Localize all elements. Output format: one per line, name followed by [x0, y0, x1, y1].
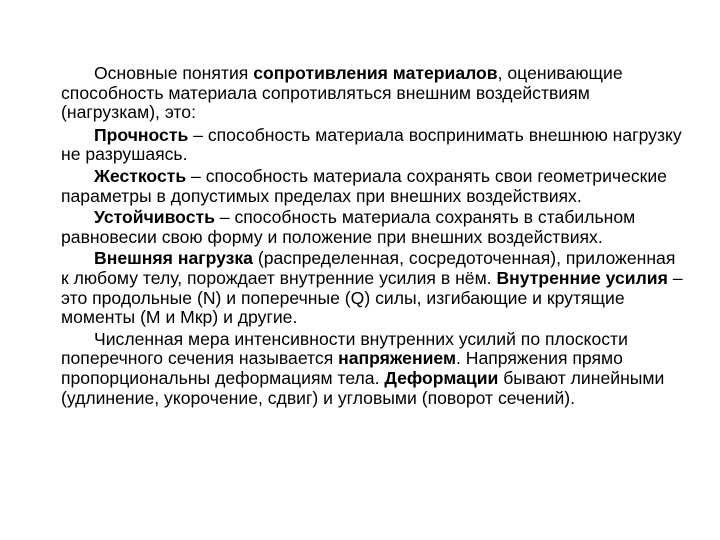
term-deformations: Деформации: [384, 367, 499, 388]
strength-definition: – способность материала воспринимать внешнюю нагрузку не разрушаясь.: [61, 124, 682, 165]
paragraph-stability: [61, 208, 683, 247]
paragraph-stress: [61, 330, 683, 408]
stress-text-3: бывают линейными (удлинение, укорочение, сдвиг) и угловыми (поворот сечений).: [61, 367, 665, 408]
paragraph-intro: [61, 64, 683, 123]
term-external-load: Внешняя нагрузка: [94, 248, 253, 269]
external-load-text: (распределенная, сосредоточенная), приложенная к любому телу, порождает внутренние усилия в нём.: [61, 248, 676, 288]
intro-text-2: , оценивающие способность материала сопротивляться внешним воздействиям (нагрузкам), это:: [61, 63, 623, 123]
internal-forces-text: – это продольные (N) и поперечные (Q) силы, изгибающие и крутящие моменты (M и Mкр) и другие.: [61, 267, 683, 328]
term-internal-forces: Внутренние усилия: [496, 267, 668, 288]
paragraph-strength: [61, 126, 683, 165]
term-stress: напряжением: [338, 348, 456, 369]
term-strength: Прочность: [94, 124, 189, 145]
paragraph-external-load: [61, 249, 683, 327]
term-stability: Устойчивость: [94, 207, 215, 228]
stability-definition: – способность материала сохранять в стабильном равновесии свою форму и положение при внешних воздействиях.: [61, 207, 636, 247]
term-stiffness: Жесткость: [94, 165, 187, 186]
term-strength-of-materials: сопротивления материалов: [253, 63, 498, 83]
stress-text-1: Численная мера интенсивности внутренних усилий по плоскости поперечного сечения называется: [61, 328, 628, 369]
text-body: [61, 64, 683, 410]
intro-text-1: Основные понятия: [94, 63, 254, 83]
stiffness-definition: – способность материала сохранять свои геометрические параметры в допустимых пределах при внешних воздействиях.: [61, 165, 667, 206]
stress-text-2: . Напряжения прямо пропорциональны деформациям тела.: [61, 348, 623, 388]
paragraph-stiffness: [61, 167, 683, 206]
